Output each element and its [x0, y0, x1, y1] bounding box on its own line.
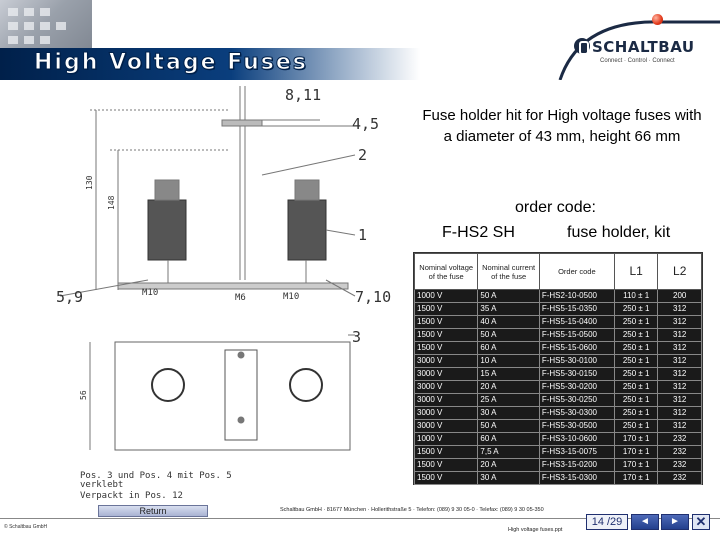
cell-order-code: F-HS5-15-0600 [539, 342, 614, 355]
table-row [415, 394, 702, 407]
cell-l2: 312 [658, 394, 702, 407]
note-verpackt: Verpackt in Pos. 12 [80, 491, 183, 500]
table-row [415, 342, 702, 355]
cell-current: 60 A [478, 433, 539, 446]
cell-current: 30 A [478, 407, 539, 420]
cell-voltage: 3000 V [415, 420, 478, 433]
cell-l1: 170 ± 1 [614, 459, 658, 472]
cell-order-code: F-HS5-30-0300 [539, 407, 614, 420]
col-l1: L1 [614, 254, 658, 290]
table-row [415, 433, 702, 446]
cell-voltage: 1500 V [415, 303, 478, 316]
cell-voltage: 1000 V [415, 433, 478, 446]
cell-l1: 250 ± 1 [614, 407, 658, 420]
cell-voltage: 1500 V [415, 316, 478, 329]
cell-voltage: 1500 V [415, 329, 478, 342]
cell-current: 30 A [478, 472, 539, 485]
next-slide-button[interactable]: ► [661, 514, 689, 530]
col-l2: L2 [658, 254, 702, 290]
cell-voltage: 1500 V [415, 472, 478, 485]
brand-tagline: Connect · Control · Connect [600, 58, 675, 64]
note-pos-glued: Pos. 3 und Pos. 4 mit Pos. 5 [80, 471, 232, 481]
holder-description: fuse holder, kit [567, 224, 671, 241]
cell-l2: 312 [658, 342, 702, 355]
label-8-11: 8,11 [285, 86, 322, 104]
cell-l2: 312 [658, 407, 702, 420]
cell-voltage: 3000 V [415, 368, 478, 381]
cell-order-code: F-HS5-30-0150 [539, 368, 614, 381]
close-icon[interactable]: ✕ [692, 514, 710, 530]
cell-current: 40 A [478, 316, 539, 329]
cell-current: 20 A [478, 381, 539, 394]
label-4-5: 4,5 [352, 115, 380, 133]
brand-name: SCHALTBAU [592, 38, 695, 56]
col-order-code: Order code [539, 254, 614, 290]
cell-l1: 250 ± 1 [614, 303, 658, 316]
table-row [415, 368, 702, 381]
cell-order-code: F-HS2-10-0500 [539, 290, 614, 303]
cell-order-code: F-HS5-15-0350 [539, 303, 614, 316]
dim-56: 56 [79, 390, 88, 400]
table-row [415, 329, 702, 342]
cell-current: 50 A [478, 329, 539, 342]
order-code-label: order code: [515, 199, 596, 216]
footer-document-name: High voltage fuses.ppt [508, 527, 563, 533]
previous-slide-button[interactable]: ◄ [631, 514, 659, 530]
cell-order-code: F-HS3-15-0075 [539, 446, 614, 459]
cell-order-code: F-HS5-30-0250 [539, 394, 614, 407]
table-row [415, 446, 702, 459]
cell-voltage: 1500 V [415, 459, 478, 472]
label-m10-right: M10 [283, 292, 300, 302]
cell-l2: 200 [658, 290, 702, 303]
dim-130: 130 [85, 175, 94, 190]
product-description: Fuse holder hit for High voltage fuses with a diameter of 43 mm, height 66 mm [422, 107, 702, 145]
cell-voltage: 3000 V [415, 381, 478, 394]
cell-l2: 312 [658, 355, 702, 368]
page-title: High Voltage Fuses [34, 50, 308, 75]
footer-address: Schaltbau GmbH · 81677 München · Hollerithstraße 5 · Telefon: (089) 9 30 05-0 · Telefax: (089) 9 30 05-350 [280, 507, 544, 513]
table-row [415, 420, 702, 433]
fuse-order-table [413, 252, 703, 485]
label-2: 2 [358, 146, 368, 164]
cell-l1: 250 ± 1 [614, 342, 658, 355]
col-nominal-voltage: Nominal voltage of the fuse [415, 254, 478, 290]
cell-voltage: 1500 V [415, 446, 478, 459]
page-number: 14 /29 [586, 514, 628, 530]
cell-l1: 170 ± 1 [614, 446, 658, 459]
dim-148: 148 [107, 195, 116, 210]
cell-current: 7,5 A [478, 446, 539, 459]
cell-l2: 232 [658, 446, 702, 459]
cell-l2: 312 [658, 420, 702, 433]
table-row [415, 472, 702, 485]
cell-l1: 250 ± 1 [614, 381, 658, 394]
col-nominal-current: Nominal current of the fuse [478, 254, 539, 290]
cell-l1: 170 ± 1 [614, 472, 658, 485]
label-1: 1 [358, 226, 368, 244]
cell-l1: 250 ± 1 [614, 394, 658, 407]
cell-order-code: F-HS5-30-0100 [539, 355, 614, 368]
technical-drawing [0, 80, 420, 500]
cell-l1: 250 ± 1 [614, 329, 658, 342]
cell-l2: 232 [658, 433, 702, 446]
table-row [415, 303, 702, 316]
cell-voltage: 1500 V [415, 342, 478, 355]
cell-current: 50 A [478, 290, 539, 303]
cell-current: 50 A [478, 420, 539, 433]
label-3: 3 [352, 328, 362, 346]
cell-order-code: F-HS3-10-0600 [539, 433, 614, 446]
cell-l2: 312 [658, 316, 702, 329]
label-m6: M6 [235, 293, 246, 303]
cell-voltage: 3000 V [415, 407, 478, 420]
cell-order-code: F-HS5-15-0500 [539, 329, 614, 342]
label-7-10: 7,10 [355, 288, 392, 306]
cell-l2: 312 [658, 329, 702, 342]
table-row [415, 290, 702, 303]
cell-l1: 110 ± 1 [614, 290, 658, 303]
schaltbau-logo-icon [574, 38, 590, 54]
cell-current: 35 A [478, 303, 539, 316]
cell-order-code: F-HS3-15-0300 [539, 472, 614, 485]
cell-l2: 312 [658, 381, 702, 394]
cell-l1: 250 ± 1 [614, 420, 658, 433]
cell-l2: 232 [658, 472, 702, 485]
cell-order-code: F-HS5-30-0200 [539, 381, 614, 394]
footer-copyright: © Schaltbau GmbH [4, 524, 48, 530]
table-row [415, 316, 702, 329]
holder-order-code: F-HS2 SH [442, 224, 515, 241]
cell-current: 20 A [478, 459, 539, 472]
cell-l1: 170 ± 1 [614, 433, 658, 446]
cell-voltage: 3000 V [415, 355, 478, 368]
note-verklebt: verklebt [80, 480, 124, 490]
brand-accent-dot [652, 14, 663, 25]
cell-l1: 250 ± 1 [614, 355, 658, 368]
table-row [415, 407, 702, 420]
table-row [415, 355, 702, 368]
cell-l2: 312 [658, 303, 702, 316]
label-m10-left: M10 [142, 288, 159, 298]
cell-current: 60 A [478, 342, 539, 355]
cell-order-code: F-HS5-15-0400 [539, 316, 614, 329]
cell-voltage: 3000 V [415, 394, 478, 407]
cell-l1: 250 ± 1 [614, 316, 658, 329]
cell-current: 15 A [478, 368, 539, 381]
cell-l2: 232 [658, 459, 702, 472]
cell-current: 25 A [478, 394, 539, 407]
cell-l2: 312 [658, 368, 702, 381]
table-row [415, 381, 702, 394]
label-5-9: 5,9 [56, 288, 84, 306]
cell-order-code: F-HS3-15-0200 [539, 459, 614, 472]
return-button[interactable]: Return [98, 505, 208, 517]
table-row [415, 459, 702, 472]
cell-order-code: F-HS5-30-0500 [539, 420, 614, 433]
table-header-row [415, 254, 702, 290]
cell-voltage: 1000 V [415, 290, 478, 303]
cell-current: 10 A [478, 355, 539, 368]
cell-l1: 250 ± 1 [614, 368, 658, 381]
